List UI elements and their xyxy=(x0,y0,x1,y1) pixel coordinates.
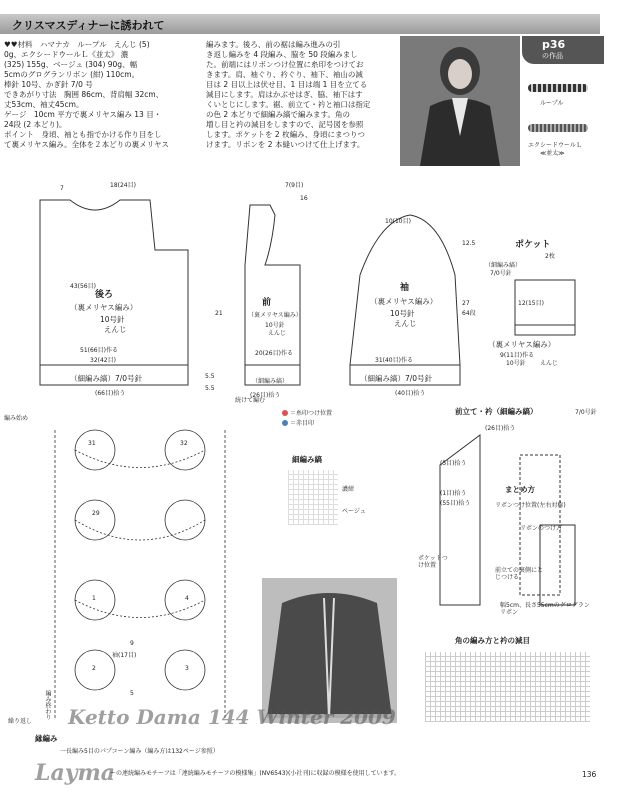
pocket-stitch: （裏メリヤス編み） xyxy=(488,340,556,349)
motif-number: 2 xyxy=(92,665,96,672)
garment-photo xyxy=(262,578,397,723)
motif-note: 一長編み5目のパプコーン編み（編み方は132ページ参照） xyxy=(60,748,219,755)
front-note: 続けて編む xyxy=(235,397,266,404)
sleeve-width: (40目)拾う xyxy=(395,390,426,397)
material-line: (325) 155g、ベージュ (304) 90g、幅 xyxy=(4,60,138,69)
collar-ribbon-pos: リボンつけ位置(左右対称) xyxy=(495,502,566,509)
instruction-line: 減目にします。肩はかぶせはぎ、脇、袖下はす xyxy=(206,90,363,99)
sleeve-cast: 31(40目)作る xyxy=(375,357,413,364)
instruction-line: くいとじにします。裾、前立て・衿と袖口は指定 xyxy=(206,100,371,109)
wool-yarn-label: エクシードウールＬ xyxy=(528,142,582,149)
motif-number: 5 xyxy=(130,690,134,697)
motif-number: 3 xyxy=(185,665,189,672)
motif-number: 31 xyxy=(88,440,96,447)
sleeve-needle: 10号針 xyxy=(390,309,415,318)
back-band: （細編み縞）7/0号針 xyxy=(70,374,143,383)
material-line: 棒針 10号、かぎ針 7/0 号 xyxy=(4,80,93,89)
collar-pick: (26目)拾う xyxy=(485,425,516,432)
page-number: 136 xyxy=(582,770,597,779)
pocket-size: 9(11目)作る xyxy=(500,352,535,359)
motif-number: 4 xyxy=(185,595,189,602)
back-hem: 51(66目)作る xyxy=(80,347,118,354)
material-line: ポイント 身頃、袖とも指でかける作り目をし xyxy=(4,130,162,139)
motif-chart xyxy=(35,420,235,735)
motif-number: 29 xyxy=(92,510,100,517)
dim-label: 16 xyxy=(300,195,308,202)
dim-label: 7 xyxy=(60,185,64,192)
sleeve-color: えんじ xyxy=(394,319,417,328)
collar-pocket-pos: ポケットつけ位置 xyxy=(418,555,448,569)
material-line: て裏メリヤス編み。全体を２本どりの裏メリヤス xyxy=(4,140,169,149)
watermark-magazine: Ketto Dama 144 Winter 2009 xyxy=(68,705,396,729)
motif-start: 編み始め xyxy=(4,415,29,422)
dim-label: 5.5 xyxy=(205,373,215,380)
badge-page: p36 xyxy=(542,38,566,51)
material-line: 0g、エクシードウールＬ《並太》 濃 xyxy=(4,50,129,59)
dim-label: 5.5 xyxy=(205,385,215,392)
collar-pick3: (1目)拾う xyxy=(440,490,467,497)
stripe-label: 濃紺 xyxy=(342,486,355,493)
red-marker-icon xyxy=(282,410,288,416)
stripe-title: 細編み縞 xyxy=(292,455,322,464)
collar-pick2: (55目)拾う xyxy=(440,500,471,507)
front-band: （細編み縞） xyxy=(252,378,289,385)
instructions-block xyxy=(206,40,398,150)
wool-yarn-sub: ≪並太≫ xyxy=(540,150,565,157)
material-line: ゲージ 10cm 平方で裏メリヤス編み 13 目・ xyxy=(4,110,162,119)
instruction-line: 編みます。後ろ、前の裾は編み進みの引 xyxy=(206,40,341,49)
instruction-line: の色 2 本どりで細編み縞で編みます。角の xyxy=(206,110,350,119)
stripe-label: ベージュ xyxy=(342,508,366,515)
back-piece-outline xyxy=(40,200,188,365)
pocket-needle: 10号針 xyxy=(506,360,526,367)
pocket-band-outline xyxy=(515,325,575,335)
page-title: クリスマスディナーに誘われて xyxy=(12,19,165,32)
instruction-line: た。前端にはリボンつけ位置に糸印をつけてお xyxy=(206,60,364,69)
instruction-line: します。ポケットを 2 枚編み、身頃にまつりつ xyxy=(206,130,366,139)
page-badge xyxy=(522,36,604,64)
motif-circle xyxy=(75,430,115,470)
watermark-name: Layma xyxy=(35,760,116,786)
back-title: 後ろ xyxy=(95,290,114,300)
front-piece-outline xyxy=(245,205,300,365)
loopy-yarn-label: ループル xyxy=(540,100,564,107)
collar-title: 前立て・衿（細編み縞） xyxy=(455,407,538,416)
material-line: 24段 (2 本どり)。 xyxy=(4,120,67,129)
back-needle: 10号針 xyxy=(100,315,125,324)
collar-front-center: 前立ての裏側にとじつける xyxy=(495,567,544,581)
pocket-inner: 12(15目) xyxy=(518,300,544,307)
material-line: 丈53cm、袖丈45cm。 xyxy=(4,100,84,109)
materials-block xyxy=(4,40,204,150)
dim-label: 7(9目) xyxy=(285,182,304,189)
sleeve-stitch: （裏メリヤス編み） xyxy=(370,297,438,306)
collar-ribbon-size: 幅5cm、長さ55cmのグログランリボン xyxy=(500,602,590,616)
ribbon-detail xyxy=(540,525,575,605)
legend-red: ＝糸印つけ位置 xyxy=(290,410,333,417)
collar-corner: 角の編み方と衿の減目 xyxy=(455,636,530,645)
dim-label: 43(56目) xyxy=(70,283,96,290)
instruction-line: けます。リボンを 2 本縫いつけて仕上げます。 xyxy=(206,140,365,149)
motif-number: 9 xyxy=(130,640,134,647)
sleeve-title: 袖 xyxy=(400,283,410,293)
front-width: (26目)拾う xyxy=(250,392,281,399)
front-color: えんじ xyxy=(268,330,287,337)
corner-chart-grid xyxy=(425,652,590,722)
instruction-line: 目は 2 目以上は伏せ目、1 目は端 1 目を立てる xyxy=(206,80,368,89)
motif-circle xyxy=(75,500,115,540)
dim-label: 12.5 xyxy=(462,240,476,247)
front-stitch: （裏メリヤス編み） xyxy=(248,312,302,319)
motif-number: 32 xyxy=(180,440,188,447)
back-width: (66目)拾う xyxy=(95,390,126,397)
dim-label: 64段 xyxy=(462,310,476,317)
legend-blue: ＝赤目印 xyxy=(290,420,315,427)
instruction-line: 増し目と衿の減目をしますので、記号図を参照 xyxy=(206,120,364,129)
front-needle: 10号針 xyxy=(265,322,285,329)
pocket-count: 2枚 xyxy=(545,253,555,260)
stripe-grid xyxy=(288,470,338,525)
collar-ribbon-attach: リボンのつけ方 xyxy=(520,525,563,532)
instruction-line: きます。肩、袖ぐり、衿ぐり、袖下、袖山の減 xyxy=(206,70,363,79)
collar-needle: 7/0号針 xyxy=(575,409,597,416)
pocket-band: （細編み縞） xyxy=(485,262,522,269)
dim-label: 18(24目) xyxy=(110,182,136,189)
motif-center: 袖(17目) xyxy=(112,652,137,659)
material-line: できあがり寸法 胸囲 86cm、背肩幅 32cm、 xyxy=(4,90,164,99)
collar-finish: まとめ方 xyxy=(505,485,535,494)
back-color: えんじ xyxy=(104,325,127,334)
back-stitch: （裏メリヤス編み） xyxy=(70,303,138,312)
collar-pick4: (5目)拾う xyxy=(440,460,467,467)
dim-label: 10(10目) xyxy=(385,218,411,225)
dim-label: 27 xyxy=(462,300,470,307)
motif-side: 繰り返し xyxy=(8,718,33,725)
badge-label: の作品 xyxy=(542,52,563,60)
wool-yarn-swatch xyxy=(528,124,588,132)
dim-label: 21 xyxy=(215,310,223,317)
pattern-schematics xyxy=(0,175,600,405)
back-lower: 32(42目) xyxy=(90,357,116,364)
motif-ends: 編み終わり xyxy=(44,690,51,720)
front-cast: 20(26目)作る xyxy=(255,350,293,357)
footer-credit: ーの連続編みモチーフは「連続編みモチーフの模様集」(NV6543)(小社刊)に収録の模様を使用しています。 xyxy=(110,770,401,777)
motif-number: 1 xyxy=(92,595,96,602)
material-line: 5cmのグログランリボン (紺) 110cm。 xyxy=(4,70,140,79)
motif-circle xyxy=(165,430,205,470)
loopy-yarn-swatch xyxy=(528,84,588,92)
motif-circle xyxy=(165,500,205,540)
instruction-line: き返し編みを 4 段編み、脇を 50 段編みまし xyxy=(206,50,358,59)
front-title: 前 xyxy=(262,298,272,308)
material-line: ♥♥材料 ハマナカ ループル えんじ (5) xyxy=(4,40,150,49)
pocket-color: えんじ xyxy=(540,360,559,367)
model-photo xyxy=(400,36,520,166)
pocket-band-needle: 7/0号針 xyxy=(490,270,512,277)
blue-marker-icon xyxy=(282,420,288,426)
motif-title: 縁編み xyxy=(35,734,58,743)
sleeve-band: （細編み縞）7/0号針 xyxy=(360,374,433,383)
pocket-title: ポケット xyxy=(515,240,551,250)
